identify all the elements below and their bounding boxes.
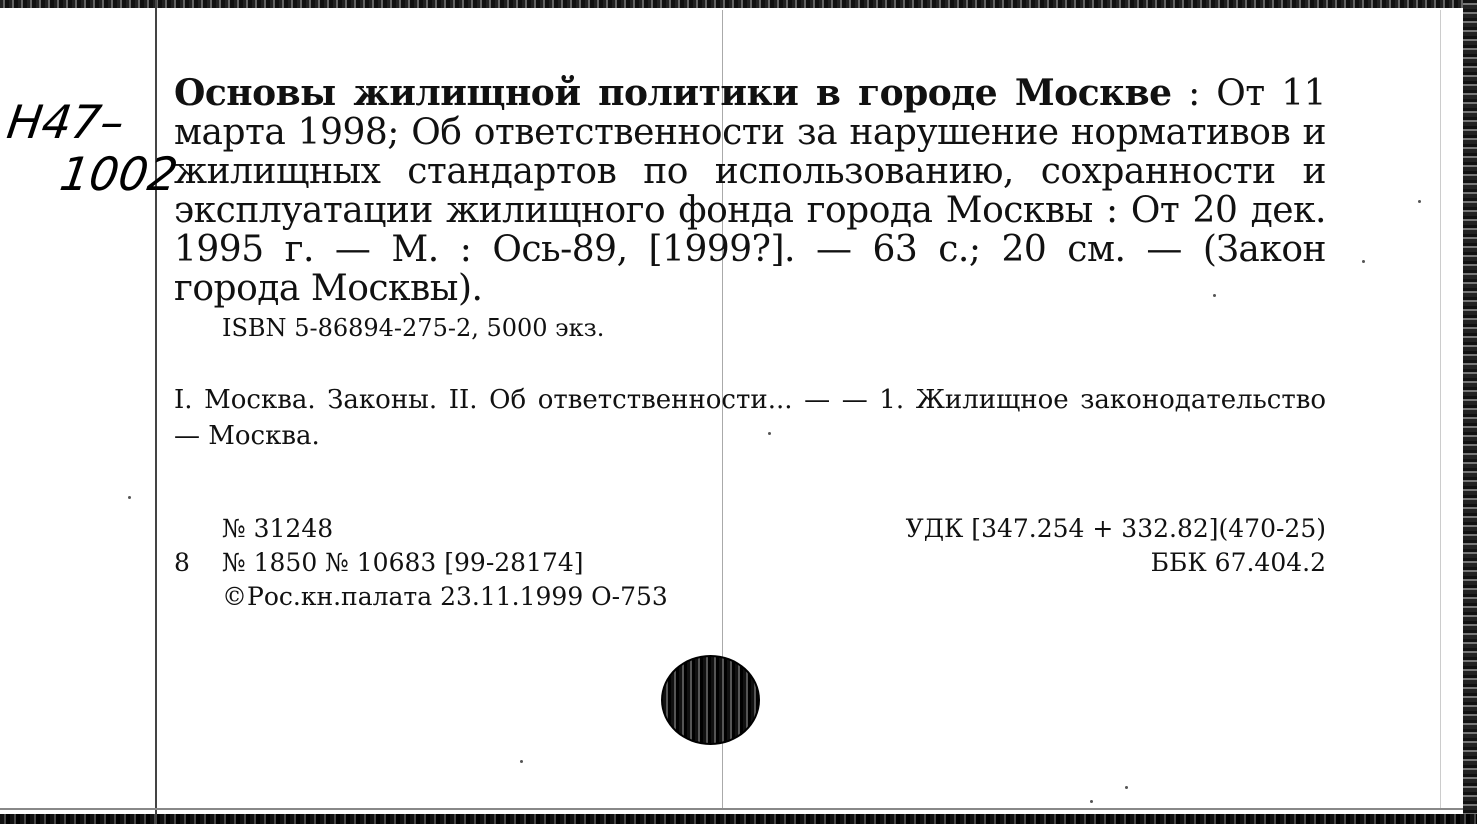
tracing-line: I. Москва. Законы. II. Об ответственности... — — 1. Жилищное законодательство — Москва.	[174, 385, 1326, 451]
speck	[1213, 294, 1216, 297]
inner-bottom-rule	[0, 808, 1463, 810]
handwritten-line-2: 1002	[56, 147, 182, 201]
classification-block	[906, 512, 1326, 580]
speck	[1125, 786, 1128, 789]
title-rest: : От 11 марта 1998; Об ответственности за нарушение нормативов и жилищных стандартов по использованию, сохранности и эксплуатации жилищного фонда города Москвы : От 20 дек. 1995 г. — М. : Ось-89, [1999?]. — 63 с.; 20 см. — (Закон города Москвы).	[174, 73, 1326, 309]
bibliographic-description	[174, 74, 1326, 308]
speck	[1362, 260, 1365, 263]
card-top-edge	[0, 0, 1477, 8]
record-prefix: 8	[174, 548, 190, 577]
record-numbers	[174, 546, 668, 580]
udk-code: УДК [347.254 + 332.82](470-25)	[905, 514, 1326, 543]
speck	[520, 760, 523, 763]
speck	[1418, 200, 1421, 203]
isbn-line: ISBN 5-86894-275-2, 5000 экз.	[222, 314, 605, 342]
copyright-line: ©Рос.кн.палата 23.11.1999 О-753	[222, 582, 668, 611]
card-number: № 31248	[222, 514, 334, 543]
record-number-values: № 1850 № 10683 [99-28174]	[222, 548, 584, 577]
card-right-edge	[1463, 0, 1477, 824]
speck	[1090, 800, 1093, 803]
punch-hole	[661, 655, 760, 745]
right-rule	[1440, 10, 1441, 810]
handwritten-line-1: H47–	[3, 95, 128, 149]
registration-numbers	[174, 512, 668, 614]
card-bottom-edge	[0, 814, 1477, 824]
speck	[768, 432, 771, 435]
handwritten-shelfmark	[0, 96, 188, 200]
speck	[128, 496, 131, 499]
title-main: Основы жилищной политики в городе Москве	[174, 72, 1172, 114]
bbk-code: ББК 67.404.2	[1150, 548, 1326, 577]
